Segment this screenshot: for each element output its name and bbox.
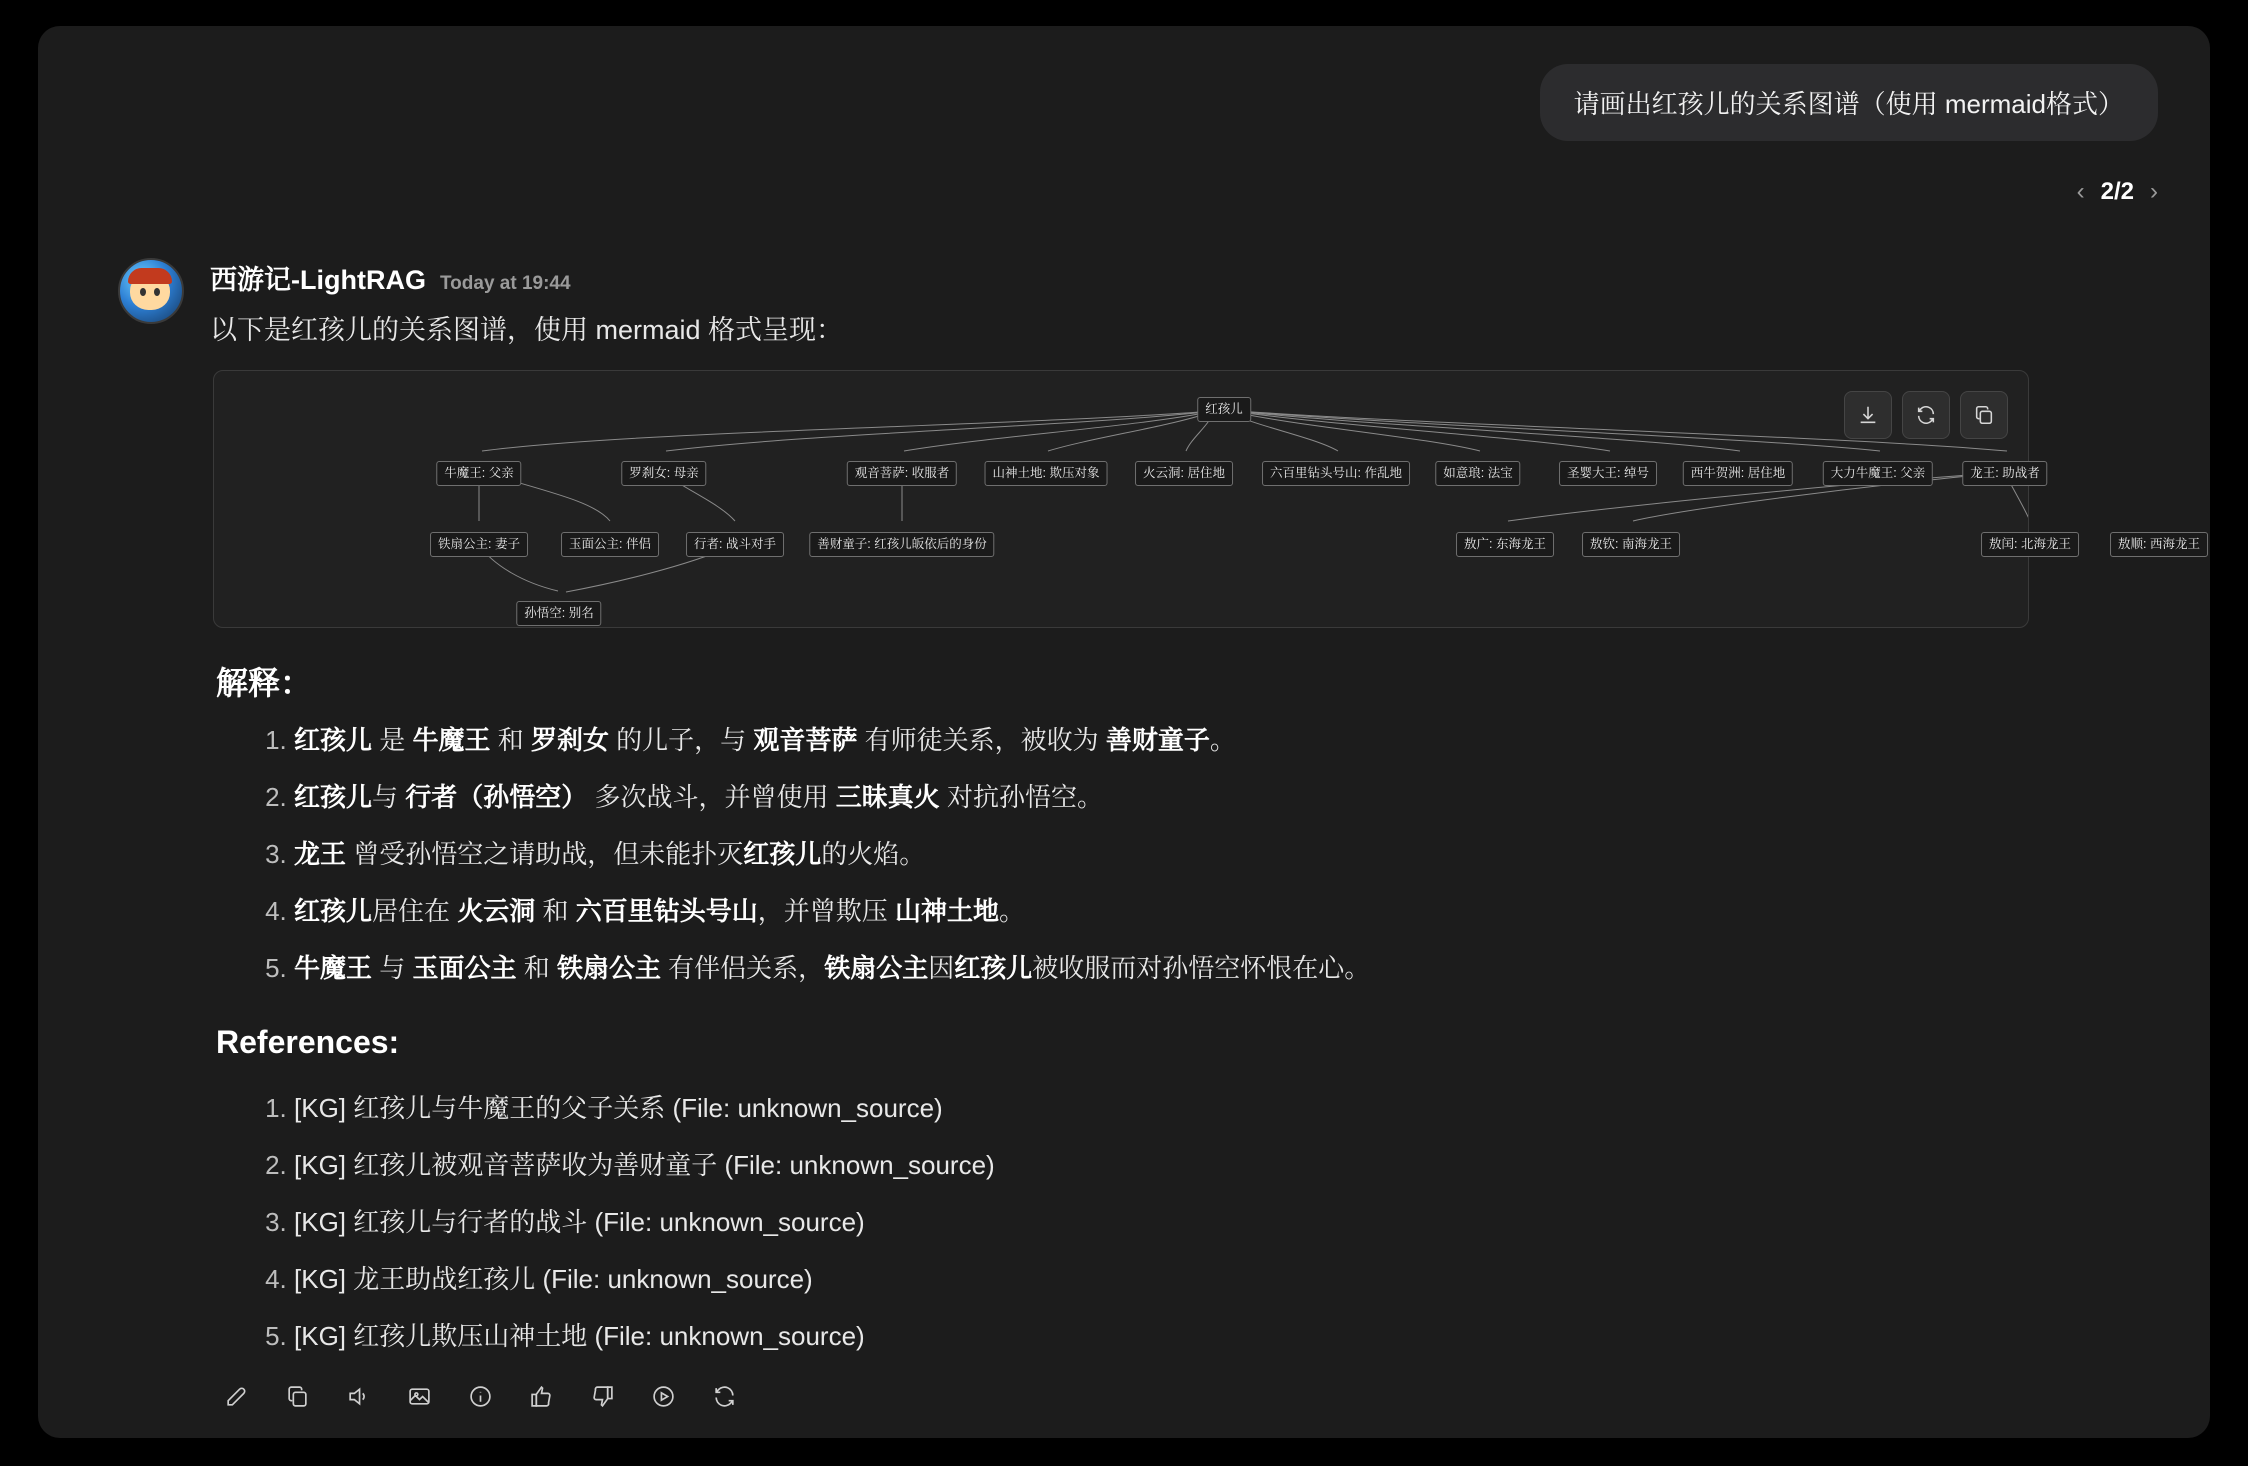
list-item: 2. 红孩儿与 行者（孙悟空） 多次战斗，并曾使用 三昧真火 对抗孙悟空。 bbox=[294, 777, 1994, 814]
graph-node[interactable]: 铁扇公主: 妻子 bbox=[430, 532, 528, 557]
graph-node[interactable]: 红孩儿 bbox=[1197, 397, 1251, 422]
references-title: References: bbox=[216, 1024, 400, 1060]
edit-icon[interactable] bbox=[224, 1384, 249, 1409]
refresh-icon[interactable] bbox=[1902, 391, 1950, 439]
references-list bbox=[234, 1088, 1994, 1373]
graph-edges bbox=[214, 371, 2028, 627]
download-icon[interactable] bbox=[1844, 391, 1892, 439]
diagram-toolbar bbox=[1844, 391, 2008, 439]
graph-node[interactable]: 圣婴大王: 绰号 bbox=[1559, 461, 1657, 486]
list-item: 4. [KG] 龙王助战红孩儿 (File: unknown_source) bbox=[294, 1259, 1994, 1296]
graph-node[interactable]: 龙王: 助战者 bbox=[1962, 461, 2047, 486]
pager-next-button[interactable]: › bbox=[2150, 178, 2158, 205]
list-item: 5. [KG] 红孩儿欺压山神土地 (File: unknown_source) bbox=[294, 1316, 1994, 1353]
avatar bbox=[118, 258, 184, 324]
image-icon[interactable] bbox=[407, 1384, 432, 1409]
copy-icon[interactable] bbox=[1960, 391, 2008, 439]
graph-node[interactable]: 善财童子: 红孩儿皈依后的身份 bbox=[809, 532, 994, 557]
graph-node[interactable]: 罗刹女: 母亲 bbox=[621, 461, 706, 486]
graph-node[interactable]: 敖顺: 西海龙王 bbox=[2110, 532, 2208, 557]
list-item: 1. [KG] 红孩儿与牛魔王的父子关系 (File: unknown_source) bbox=[294, 1088, 1994, 1125]
assistant-timestamp: Today at 19:44 bbox=[439, 273, 571, 294]
explanation-title: 解释： bbox=[216, 665, 313, 701]
list-item: 3. 龙王 曾受孙悟空之请助战，但未能扑灭红孩儿的火焰。 bbox=[294, 834, 1994, 871]
avatar-hair bbox=[128, 268, 172, 284]
graph-node[interactable]: 行者: 战斗对手 bbox=[686, 532, 784, 557]
graph-node[interactable]: 大力牛魔王: 父亲 bbox=[1823, 461, 1933, 486]
thumbs-up-icon[interactable] bbox=[529, 1384, 554, 1409]
chat-window bbox=[38, 26, 2210, 1438]
graph-node[interactable]: 六百里钻头号山: 作乱地 bbox=[1262, 461, 1410, 486]
graph-node[interactable]: 敖钦: 南海龙王 bbox=[1582, 532, 1680, 557]
graph-node[interactable]: 牛魔王: 父亲 bbox=[436, 461, 521, 486]
assistant-header bbox=[210, 258, 571, 297]
assistant-intro-text: 以下是红孩儿的关系图谱，使用 mermaid 格式呈现： bbox=[210, 315, 844, 345]
pager-count: 2/2 bbox=[2100, 178, 2134, 205]
list-item: 4. 红孩儿居住在 火云洞 和 六百里钻头号山，并曾欺压 山神土地。 bbox=[294, 891, 1994, 928]
avatar-eye-right bbox=[154, 288, 160, 296]
list-item: 3. [KG] 红孩儿与行者的战斗 (File: unknown_source) bbox=[294, 1202, 1994, 1239]
play-icon[interactable] bbox=[651, 1384, 676, 1409]
graph-node[interactable]: 孙悟空: 别名 bbox=[516, 601, 601, 626]
graph-node[interactable]: 观音菩萨: 收服者 bbox=[847, 461, 957, 486]
message-action-bar bbox=[224, 1384, 737, 1409]
graph-node[interactable]: 敖闰: 北海龙王 bbox=[1981, 532, 2079, 557]
thumbs-down-icon[interactable] bbox=[590, 1384, 615, 1409]
list-item: 2. [KG] 红孩儿被观音菩萨收为善财童子 (File: unknown_source) bbox=[294, 1145, 1994, 1182]
graph-node[interactable]: 玉面公主: 伴侣 bbox=[561, 532, 659, 557]
list-item: 5. 牛魔王 与 玉面公主 和 铁扇公主 有伴侣关系，铁扇公主因红孩儿被收服而对孙悟空怀恨在心。 bbox=[294, 948, 1994, 985]
relationship-graph bbox=[214, 371, 2200, 627]
regenerate-icon[interactable] bbox=[712, 1384, 737, 1409]
graph-node[interactable]: 山神土地: 欺压对象 bbox=[985, 461, 1108, 486]
list-item: 1. 红孩儿 是 牛魔王 和 罗刹女 的儿子，与 观音菩萨 有师徒关系，被收为 善财童子。 bbox=[294, 720, 1994, 757]
pager-prev-button[interactable]: ‹ bbox=[2076, 178, 2085, 205]
graph-node[interactable]: 西牛贺洲: 居住地 bbox=[1683, 461, 1793, 486]
mermaid-diagram-block bbox=[213, 370, 2200, 628]
user-message-bubble: 请画出红孩儿的关系图谱（使用 mermaid格式） bbox=[1540, 64, 2158, 141]
avatar-eye-left bbox=[140, 288, 146, 296]
speaker-icon[interactable] bbox=[346, 1384, 371, 1409]
assistant-name: 西游记-LightRAG bbox=[210, 265, 426, 295]
info-icon[interactable] bbox=[468, 1384, 493, 1409]
explanation-list bbox=[234, 720, 1994, 1005]
copy-icon[interactable] bbox=[285, 1384, 310, 1409]
user-message-row bbox=[1540, 64, 2158, 141]
graph-node[interactable]: 火云洞: 居住地 bbox=[1135, 461, 1233, 486]
graph-node[interactable]: 如意琅: 法宝 bbox=[1435, 461, 1520, 486]
message-pager bbox=[2077, 178, 2158, 206]
graph-node[interactable]: 敖广: 东海龙王 bbox=[1456, 532, 1554, 557]
